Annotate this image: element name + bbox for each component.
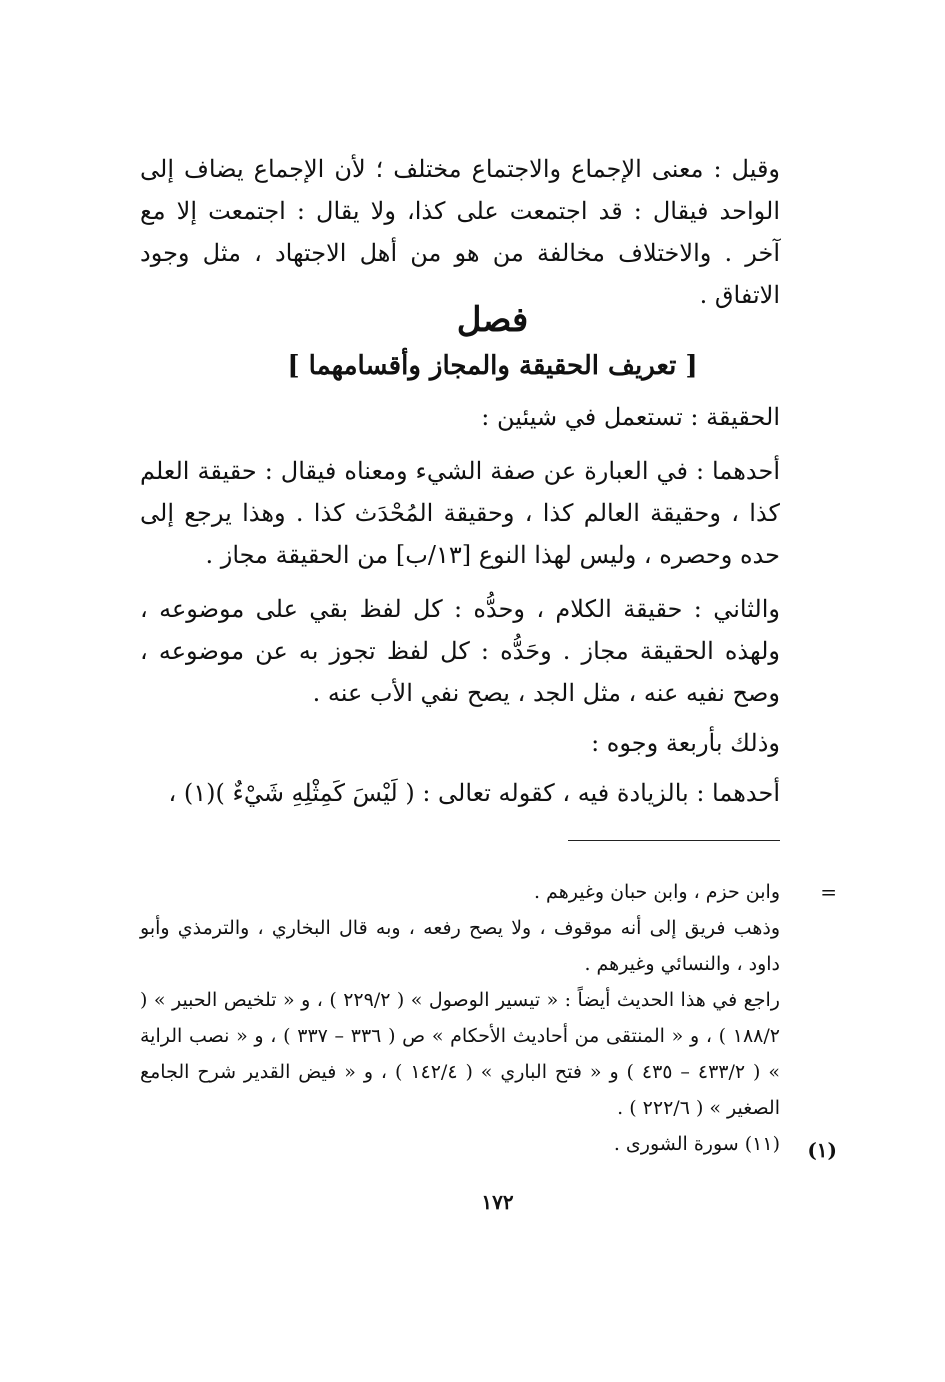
section-title: فصل <box>456 300 529 340</box>
footnote-separator <box>568 840 780 841</box>
footnote-1-text: (١١) سورة الشورى . <box>613 1133 780 1155</box>
footnote-1-marker: (١) <box>807 1138 837 1162</box>
section-subtitle: [ تعريف الحقيقة والمجاز وأقسامهما ] <box>287 351 698 381</box>
footnotes <box>140 874 780 1162</box>
paragraph-first-meaning: أحدهما : في العبارة عن صفة الشيء ومعناه فيقال : حقيقة العلم كذا ، وحقيقة العالم كذا ، وحقيقة المُحْدَث كذا . وهذا يرجع إلى حده وحصره ، وليس لهذا النوع [١٣/ب] من الحقيقة مجاز . <box>140 457 780 569</box>
footnote-continuation-paragraph: وذهب فريق إلى أنه موقوف ، ولا يصح رفعه ، وبه قال البخاري ، والترمذي وأبو داود ، والنسائي وغيرهم . <box>140 917 780 975</box>
paragraph-first-way: أحدهما : بالزيادة فيه ، كقوله تعالى : ( لَيْسَ كَمِثْلِهِ شَيْءٌ )(١) ، <box>168 779 780 807</box>
footnote-continuation-marker: = <box>820 880 837 904</box>
paragraph-haqiqa-intro: الحقيقة : تستعمل في شيئين : <box>481 403 780 431</box>
footnote-continuation-line: وابن حزم ، وابن حبان وغيرهم . <box>533 881 780 903</box>
paragraph-four-ways: وذلك بأربعة وجوه : <box>591 729 780 757</box>
paragraph-ijma-definition: وقيل : معنى الإجماع والاجتماع مختلف ؛ لأن الإجماع يضاف إلى الواحد فيقال : قد اجتمعت على كذا، ولا يقال : اجتمعت إلا مع آخر . والاختلاف مخالفة من هو من أهل الاجتهاد ، مثل وجود الاتفاق . <box>140 155 780 309</box>
page-number: ١٧٢ <box>481 1190 514 1214</box>
paragraph-second-meaning: والثاني : حقيقة الكلام ، وحدُّه : كل لفظ بقي على موضوعه ، ولهذه الحقيقة مجاز . وحَدُّه : كل لفظ تجوز به عن موضوعه ، وصح نفيه عنه ، مثل الجد ، يصح نفي الأب عنه . <box>140 595 780 707</box>
footnote-references: راجع في هذا الحديث أيضاً : « تيسير الوصول » ( ٢٢٩/٢ ) ، و « تلخيص الحبير » ( ١٨٨/٢ ) ، و « المنتقى من أحاديث الأحكام » ص ( ٣٣٦ – ٣٣٧ ) ، و « نصب الراية » ( ٤٣٣/٢ – ٤٣٥ ) و « فتح الباري » ( ١٤٢/٤ ) ، و « فيض القدير شرح الجامع الصغير » ( ٢٢٢/٦ ) . <box>140 989 780 1119</box>
